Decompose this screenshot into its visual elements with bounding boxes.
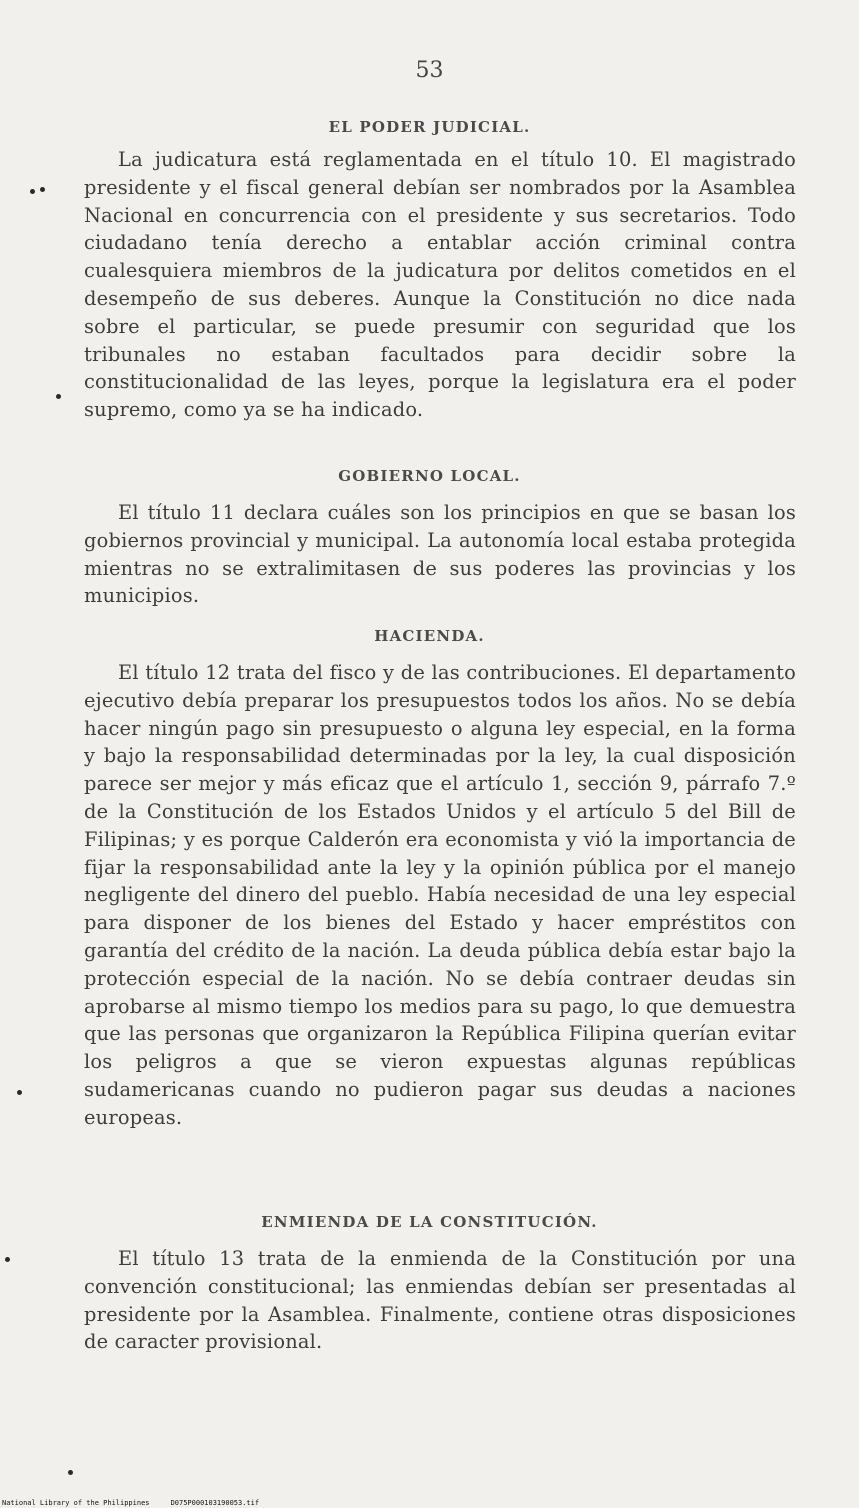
margin-speck [68,1470,73,1475]
margin-speck [56,394,61,399]
margin-speck [17,1090,22,1095]
scan-footer: National Library of the Philippines D075P000103190053.tif [2,1499,260,1507]
margin-speck [5,1257,10,1262]
paragraph-enmienda-de-la-constitucion: El título 13 trata de la enmienda de la Constitución por una convención constitucional; las enmiendas debían ser presentadas al presidente por la Asamblea. Finalmente, contiene otras disposiciones de caracter provisional. [84,1247,796,1354]
margin-speck [40,187,45,192]
heading-gobierno-local: GOBIERNO LOCAL. [338,467,521,485]
heading-el-poder-judicial: EL PODER JUDICIAL. [328,118,531,136]
heading-enmienda-de-la-constitucion: ENMIENDA DE LA CONSTITUCIÓN. [261,1213,598,1231]
heading-hacienda: HACIENDA. [374,627,485,645]
paragraph-gobierno-local: El título 11 declara cuáles son los principios en que se basan los gobiernos provincial y municipal. La autonomía local estaba protegida mientras no se extralimitasen de sus poderes las provincias y los municipios. [84,501,796,608]
margin-speck [30,189,35,194]
paragraph-hacienda: El título 12 trata del fisco y de las contribuciones. El departamento ejecutivo debía preparar los presupuestos todos los años. No se debía hacer ningún pago sin presupuesto o alguna ley especial, en la forma y bajo la responsabilidad determinadas por la ley, la cual disposición parece ser mejor y más eficaz que el artículo 1, sección 9, párrafo 7.º de la Constitución de los Estados Unidos y el artículo 5 del Bill de Filipinas; y es porque Calderón era economista y vió la importancia de fijar la responsabilidad ante la ley y la opinión pública por el manejo negligente del dinero del pueblo. Había necesidad de una ley especial para disponer de los bienes del Estado y hacer empréstitos con garantía del crédito de la nación. La deuda pública debía estar bajo la protección especial de la nación. No se debía contraer deudas sin aprobarse al mismo tiempo los medios para su pago, lo que demuestra que las personas que organizaron la República Filipina querían evitar los peligros a que se vieron expuestas algunas repúblicas sudamericanas cuando no pudieron pagar sus deudas a naciones europeas. [84,661,796,1129]
page-number: 53 [415,58,444,83]
paragraph-el-poder-judicial: La judicatura está reglamentada en el título 10. El magistrado presidente y el fiscal general debían ser nombrados por la Asamblea Nacional en concurrencia con el presidente y sus secretarios. Todo ciudadano tenía derecho a entablar acción criminal contra cualesquiera miembros de la judicatura por delitos cometidos en el desempeño de sus deberes. Aunque la Constitución no dice nada sobre el particular, se puede presumir con seguridad que los tribunales no estaban facultados para decidir sobre la constitucionalidad de las leyes, porque la legislatura era el poder supremo, como ya se ha indicado. [84,148,796,422]
